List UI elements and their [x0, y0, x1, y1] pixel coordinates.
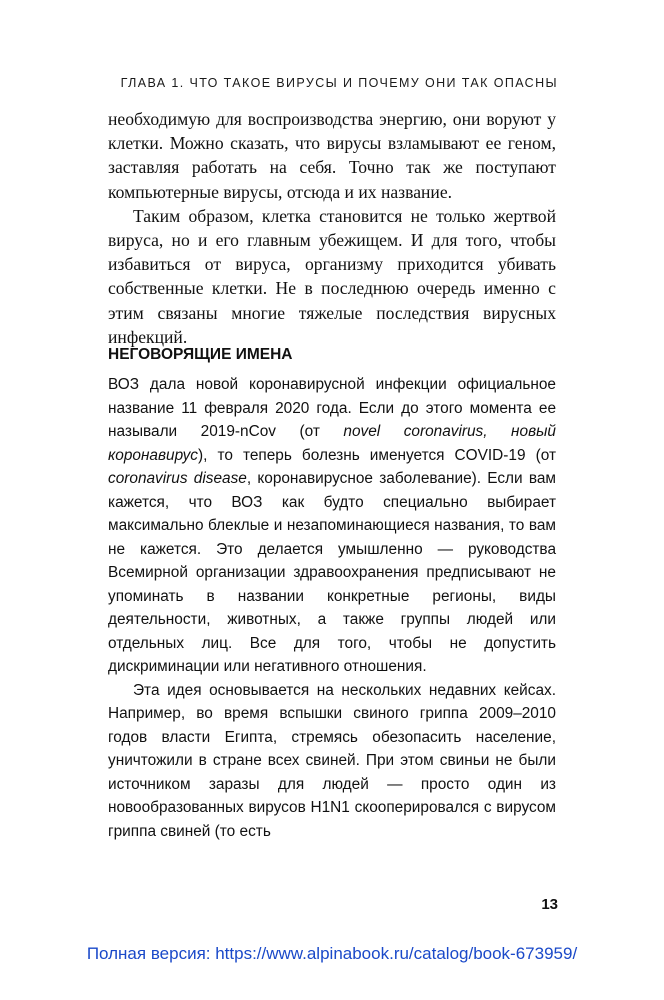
main-text — [108, 107, 556, 349]
paragraph: необходимую для воспроизводства энергию, они воруют у клетки. Можно сказать, что вирусы взламывают ее геном, заставляя работать на себя. Точно так же поступают компьютерные вирусы, отсюда и их название. — [108, 109, 556, 202]
page-number: 13 — [541, 896, 558, 913]
sidebar-heading: НЕГОВОРЯЩИЕ ИМЕНА — [108, 346, 293, 363]
text-run: ), то теперь болезнь именуется COVID-19 (от — [198, 446, 556, 464]
sidebar-paragraph: Эта идея основывается на нескольких недавних кейсах. Например, во время вспышки свиного гриппа 2009–2010 годов власти Египта, стремясь обезопасить население, уничтожили в стране всех свиней. При этом свиньи не были источником заразы для людей — просто один из новообразованных вирусов H1N1 скооперировался с вирусом гриппа свиней (то есть — [108, 681, 556, 840]
running-header: ГЛАВА 1. ЧТО ТАКОЕ ВИРУСЫ И ПОЧЕМУ ОНИ ТАК ОПАСНЫ — [120, 76, 558, 90]
full-version-link[interactable]: Полная версия: https://www.alpinabook.ru/catalog/book-673959/ — [86, 944, 578, 963]
paragraph: Таким образом, клетка становится не только жертвой вируса, но и его главным убежищем. И для того, чтобы избавиться от вируса, организму приходится убивать собственные клетки. Не в последнюю очередь именно с этим связаны многие тяжелые последствия вирусных инфекций. — [108, 205, 556, 347]
italic-term: coronavirus disease — [108, 470, 247, 487]
sidebar-text — [108, 373, 556, 843]
text-run: ВОЗ дала новой коронавирусной инфекции официальное название 11 февраля 2020 года. Если до этого момента ее называли 2019-nCov (от — [108, 376, 556, 440]
sidebar-paragraph — [108, 373, 556, 679]
text-run: , коронавирусное заболевание). Если вам кажется, что ВОЗ как будто специально выбирает максимально блеклые и незапоминающиеся названия, то вам не кажется. Это делается умышленно — руководства Всемирной организации здравоохранения предписывают не упоминать в названии конкретные регионы, виды деятельности, животных, а также группы людей или отдельных лиц. Все для того, чтобы не допустить дискриминации или негативного отношения. — [108, 470, 556, 675]
italic-term: novel coronavirus, новый коронавирус — [108, 423, 556, 464]
